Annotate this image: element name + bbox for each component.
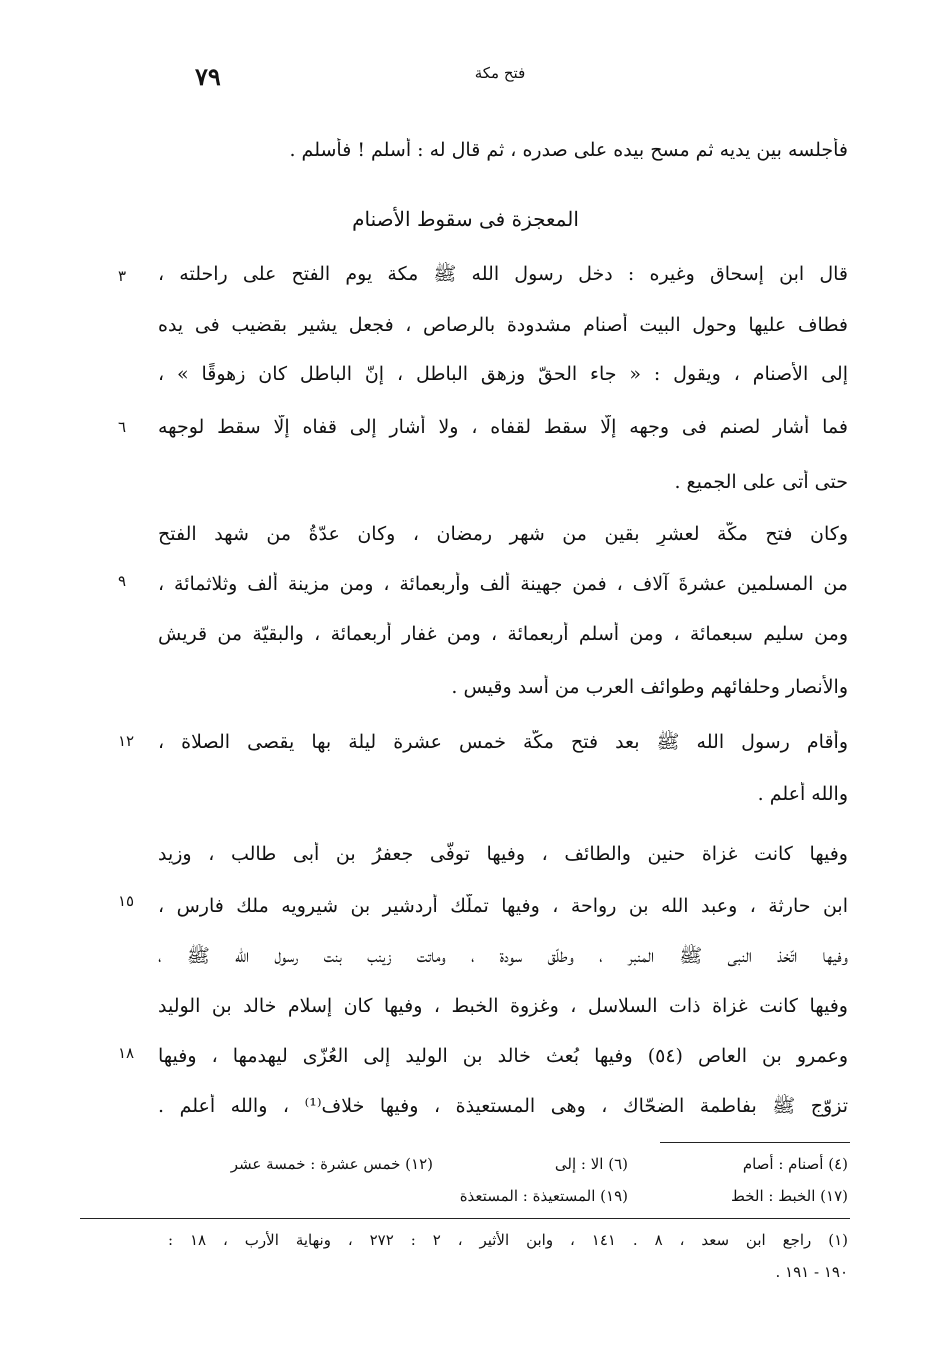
text-line: فأجلسه بين يديه ثم مسح بيده على صدره ، ثم قال له : أسلم ! فأسلم . xyxy=(289,139,848,161)
variant-reading: (١٧) الخبط : الخط xyxy=(730,1187,848,1205)
text-line: وفيها اتّخذ النبى ﷺ المنبر ، وطلّق سودة ، وماتت زينب بنت رسول الله ﷺ ، xyxy=(158,945,848,967)
text-line: وأقام رسول الله ﷺ بعد فتح مكّة خمس عشرة ليلة بها يقصى الصلاة ، xyxy=(158,731,848,753)
line-number: ١٥ xyxy=(118,892,135,910)
text-line: والله أعلم . xyxy=(757,783,848,805)
line-number: ٩ xyxy=(118,572,127,590)
section-heading: المعجزة فى سقوط الأصنام xyxy=(352,207,579,231)
line-number: ١٨ xyxy=(118,1044,135,1062)
text-line: فطاف عليها وحول البيت أصنام مشدودة بالرصاص ، فجعل يشير بقضيب فى يده xyxy=(158,314,848,336)
line-number: ٦ xyxy=(118,418,127,436)
text-line: ومن سليم سبعمائة ، ومن أسلم أربعمائة ، ومن غفار أربعمائة ، والبقيّة من قريش xyxy=(158,623,848,645)
text-line: من المسلمين عشرةَ آلاف ، فمن جهينة ألف وأربعمائة ، ومن مزينة ألف وثلاثمائة ، xyxy=(158,573,848,595)
variant-reading: (٤) أصنام : أصام xyxy=(742,1155,848,1173)
text-line: وكان فتح مكّة لعشرٍ بقين من شهر رمضان ، وكان عدّةُ من شهد الفتح xyxy=(158,523,848,545)
text-line: والأنصار وحلفائهم وطوائف العرب من أسد وقيس . xyxy=(451,676,848,698)
text-line: وفيها كانت غزاة ذات السلاسل ، وغزوة الخبط ، وفيها كان إسلام خالد بن الوليد xyxy=(158,995,848,1017)
variant-reading: (١٩) المستعيذة : المستعذة xyxy=(459,1187,628,1205)
footnote: ١٩٠ - ١٩١ . xyxy=(775,1263,848,1281)
text-line: إلى الأصنام ، ويقول : « جاء الحقّ وزهق الباطل ، إنّ الباطل كان زهوقًا » ، xyxy=(158,363,848,385)
variant-reading: (١٢) خمس عشرة : خمسة عشر xyxy=(230,1155,433,1173)
running-title: فتح مكة xyxy=(474,64,526,82)
text-line: ابن حارثة ، وعبد الله بن رواحة ، وفيها تملّك أردشير بن شيرويه ملك فارس ، xyxy=(158,895,848,917)
line-number: ٣ xyxy=(118,267,127,285)
text-line: تزوّج ﷺ بفاطمة الضحّاك ، وهى المستعيذة ، وفيها خلاف⁽¹⁾ ، والله أعلم . xyxy=(158,1095,848,1117)
text-line: قال ابن إسحاق وغيره : دخل رسول الله ﷺ مكة يوم الفتح على راحلته ، xyxy=(158,263,848,285)
page-number: ٧٩ xyxy=(195,62,221,91)
text-line: وفيها كانت غزاة حنين والطائف ، وفيها توفّى جعفرُ بن أبى طالب ، وزيد xyxy=(158,843,848,865)
text-line: فما أشار لصنم فى وجهه إلّا سقط لقفاه ، ولا أشار إلى قفاه إلّا سقط لوجهه xyxy=(158,416,848,438)
text-line: وعمرو بن العاص (٥٤) وفيها بُعث خالد بن الوليد إلى العُزّى ليهدمها ، وفيها xyxy=(158,1045,848,1067)
footnote-rule xyxy=(80,1218,850,1219)
footnote: (١) راجع ابن سعد ، ٨ . ١٤١ ، وابن الأثير ، ٢ : ٢٧٢ ، ونهاية الأرب ، ١٨ : xyxy=(168,1231,848,1249)
variant-reading: (٦) الا : إلى xyxy=(554,1155,628,1173)
text-line: حتى أتى على الجميع . xyxy=(674,471,848,493)
line-number: ١٢ xyxy=(118,732,135,750)
footnote-rule xyxy=(660,1142,850,1143)
